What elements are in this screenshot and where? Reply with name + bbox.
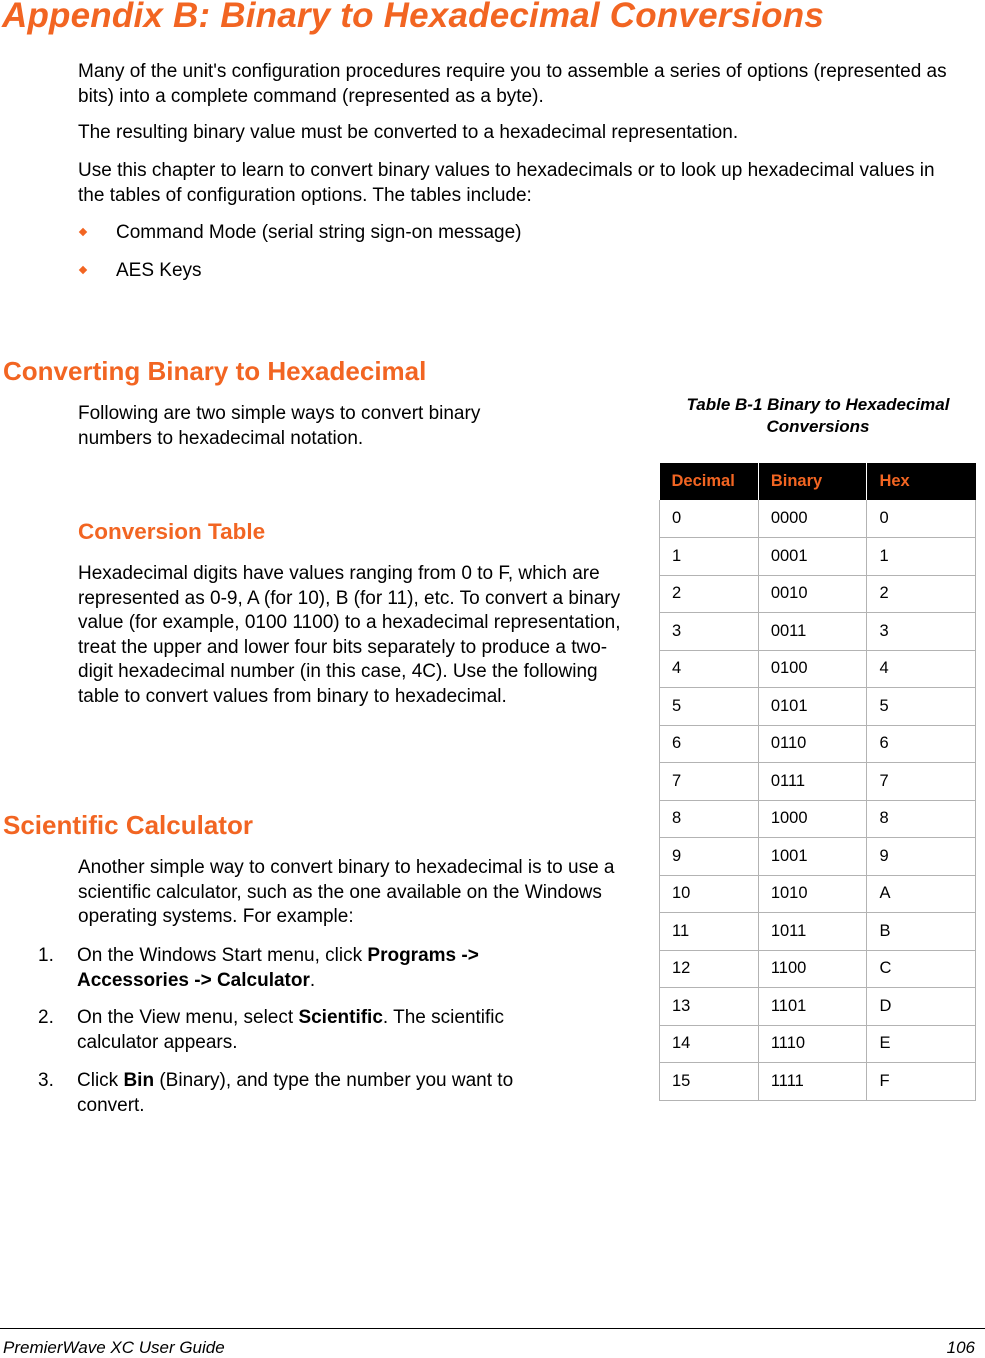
cell-decimal: 13 bbox=[660, 988, 759, 1026]
cell-hex: F bbox=[867, 1063, 976, 1101]
cell-hex: 4 bbox=[867, 650, 976, 688]
cell-decimal: 3 bbox=[660, 613, 759, 651]
section-heading-calculator: Scientific Calculator bbox=[3, 810, 253, 840]
cell-decimal: 0 bbox=[660, 500, 759, 538]
bullet-text: Command Mode (serial string sign-on message) bbox=[116, 222, 522, 243]
table-row bbox=[660, 538, 976, 576]
cell-hex: 0 bbox=[867, 500, 976, 538]
step-text-plain: (Binary), and type the number you want to convert. bbox=[77, 1070, 514, 1116]
step-text bbox=[77, 1069, 567, 1118]
cell-decimal: 7 bbox=[660, 763, 759, 801]
step-number: 1. bbox=[38, 945, 54, 966]
cell-hex: 7 bbox=[867, 763, 976, 801]
table-row bbox=[660, 763, 976, 801]
table-row bbox=[660, 1025, 976, 1063]
cell-binary: 0010 bbox=[758, 575, 867, 613]
cell-decimal: 10 bbox=[660, 875, 759, 913]
cell-decimal: 12 bbox=[660, 950, 759, 988]
cell-hex: E bbox=[867, 1025, 976, 1063]
table-header-row bbox=[660, 463, 976, 500]
step-text-bold: Scientific bbox=[298, 1007, 383, 1028]
cell-binary: 1000 bbox=[758, 800, 867, 838]
cell-binary: 0101 bbox=[758, 688, 867, 726]
cell-hex: D bbox=[867, 988, 976, 1026]
table-caption-line-1: Table B-1 Binary to Hexadecimal bbox=[686, 395, 950, 414]
binary-hex-table bbox=[659, 463, 976, 1101]
table-row bbox=[660, 1063, 976, 1101]
cell-decimal: 15 bbox=[660, 1063, 759, 1101]
cell-hex: B bbox=[867, 913, 976, 951]
table-row bbox=[660, 688, 976, 726]
cell-hex: 5 bbox=[867, 688, 976, 726]
table-row bbox=[660, 575, 976, 613]
step-text-plain: Click bbox=[77, 1070, 124, 1091]
table-row bbox=[660, 838, 976, 876]
table-row bbox=[660, 950, 976, 988]
cell-decimal: 9 bbox=[660, 838, 759, 876]
table-caption bbox=[660, 394, 976, 438]
table-row bbox=[660, 725, 976, 763]
cell-decimal: 14 bbox=[660, 1025, 759, 1063]
conversion-table-paragraph: Hexadecimal digits have values ranging from 0 to F, which are represented as 0-9, A (for 10), B (for 11), etc. To convert a binary value (for example, 0100 1100) to a hexadecimal representation, treat the upper and lower four bits separately to produce a two-digit hexadecimal number (in this case, 4C). Use the following table to convert values from binary to hexadecimal. bbox=[78, 563, 621, 707]
cell-binary: 0111 bbox=[758, 763, 867, 801]
table-row bbox=[660, 613, 976, 651]
converting-paragraph: Following are two simple ways to convert binary numbers to hexadecimal notation. bbox=[78, 403, 481, 449]
cell-hex: C bbox=[867, 950, 976, 988]
cell-decimal: 2 bbox=[660, 575, 759, 613]
step-text-plain: . bbox=[309, 969, 316, 991]
calculator-paragraph: Another simple way to convert binary to hexadecimal is to use a scientific calculator, such as the one available on the Windows operating systems. For example: bbox=[78, 857, 615, 927]
cell-hex: 9 bbox=[867, 838, 976, 876]
cell-binary: 1010 bbox=[758, 875, 867, 913]
step-text-bold: Programs -> Accessories -> Calculator bbox=[77, 945, 479, 991]
step-text-plain: . The scientific calculator appears. bbox=[77, 1007, 505, 1053]
table-row bbox=[660, 913, 976, 951]
cell-hex: A bbox=[867, 875, 976, 913]
table-row bbox=[660, 800, 976, 838]
cell-hex: 6 bbox=[867, 725, 976, 763]
cell-binary: 1011 bbox=[758, 913, 867, 951]
cell-binary: 0011 bbox=[758, 613, 867, 651]
table-caption-line-2: Conversions bbox=[766, 417, 870, 436]
step-text-plain: On the View menu, select bbox=[77, 1007, 299, 1028]
cell-decimal: 5 bbox=[660, 688, 759, 726]
cell-binary: 1100 bbox=[758, 950, 867, 988]
footer-guide-title: PremierWave XC User Guide bbox=[3, 1338, 225, 1357]
footer-divider bbox=[0, 1328, 985, 1329]
diamond-bullet-icon bbox=[79, 228, 87, 236]
footer-page-number: 106 bbox=[946, 1338, 975, 1357]
step-text bbox=[77, 1006, 557, 1055]
step-text-bold: Bin bbox=[123, 1070, 155, 1091]
intro-paragraph-1: Many of the unit's configuration procedures require you to assemble a series of options (represented as bits) into a complete command (represented as a byte). bbox=[78, 61, 947, 107]
cell-binary: 1101 bbox=[758, 988, 867, 1026]
column-header-binary: Binary bbox=[758, 463, 867, 500]
step-text-plain: On the Windows Start menu, click bbox=[77, 945, 368, 966]
cell-binary: 0000 bbox=[758, 500, 867, 538]
cell-decimal: 6 bbox=[660, 725, 759, 763]
cell-binary: 1111 bbox=[758, 1063, 867, 1101]
table-row bbox=[660, 650, 976, 688]
cell-hex: 8 bbox=[867, 800, 976, 838]
step-number: 2. bbox=[38, 1007, 54, 1028]
cell-hex: 1 bbox=[867, 538, 976, 576]
diamond-bullet-icon bbox=[79, 266, 87, 274]
page-title: Appendix B: Binary to Hexadecimal Conversions bbox=[2, 0, 824, 35]
bullet-text: AES Keys bbox=[116, 260, 202, 281]
cell-decimal: 4 bbox=[660, 650, 759, 688]
cell-hex: 3 bbox=[867, 613, 976, 651]
table-row bbox=[660, 500, 976, 538]
table-row bbox=[660, 988, 976, 1026]
step-text bbox=[77, 944, 532, 993]
cell-binary: 0100 bbox=[758, 650, 867, 688]
section-heading-conversion-table: Conversion Table bbox=[78, 519, 266, 544]
section-heading-converting: Converting Binary to Hexadecimal bbox=[3, 356, 427, 386]
column-header-hex: Hex bbox=[867, 463, 976, 500]
table-row bbox=[660, 875, 976, 913]
step-number: 3. bbox=[38, 1070, 54, 1091]
intro-paragraph-3: Use this chapter to learn to convert binary values to hexadecimals or to look up hexadecimal values in the tables of configuration options. The tables include: bbox=[78, 160, 935, 206]
cell-binary: 1110 bbox=[758, 1025, 867, 1063]
cell-binary: 0001 bbox=[758, 538, 867, 576]
column-header-decimal: Decimal bbox=[660, 463, 759, 500]
cell-binary: 0110 bbox=[758, 725, 867, 763]
cell-decimal: 8 bbox=[660, 800, 759, 838]
cell-decimal: 11 bbox=[660, 913, 759, 951]
cell-hex: 2 bbox=[867, 575, 976, 613]
intro-paragraph-2: The resulting binary value must be converted to a hexadecimal representation. bbox=[78, 122, 739, 143]
cell-binary: 1001 bbox=[758, 838, 867, 876]
cell-decimal: 1 bbox=[660, 538, 759, 576]
